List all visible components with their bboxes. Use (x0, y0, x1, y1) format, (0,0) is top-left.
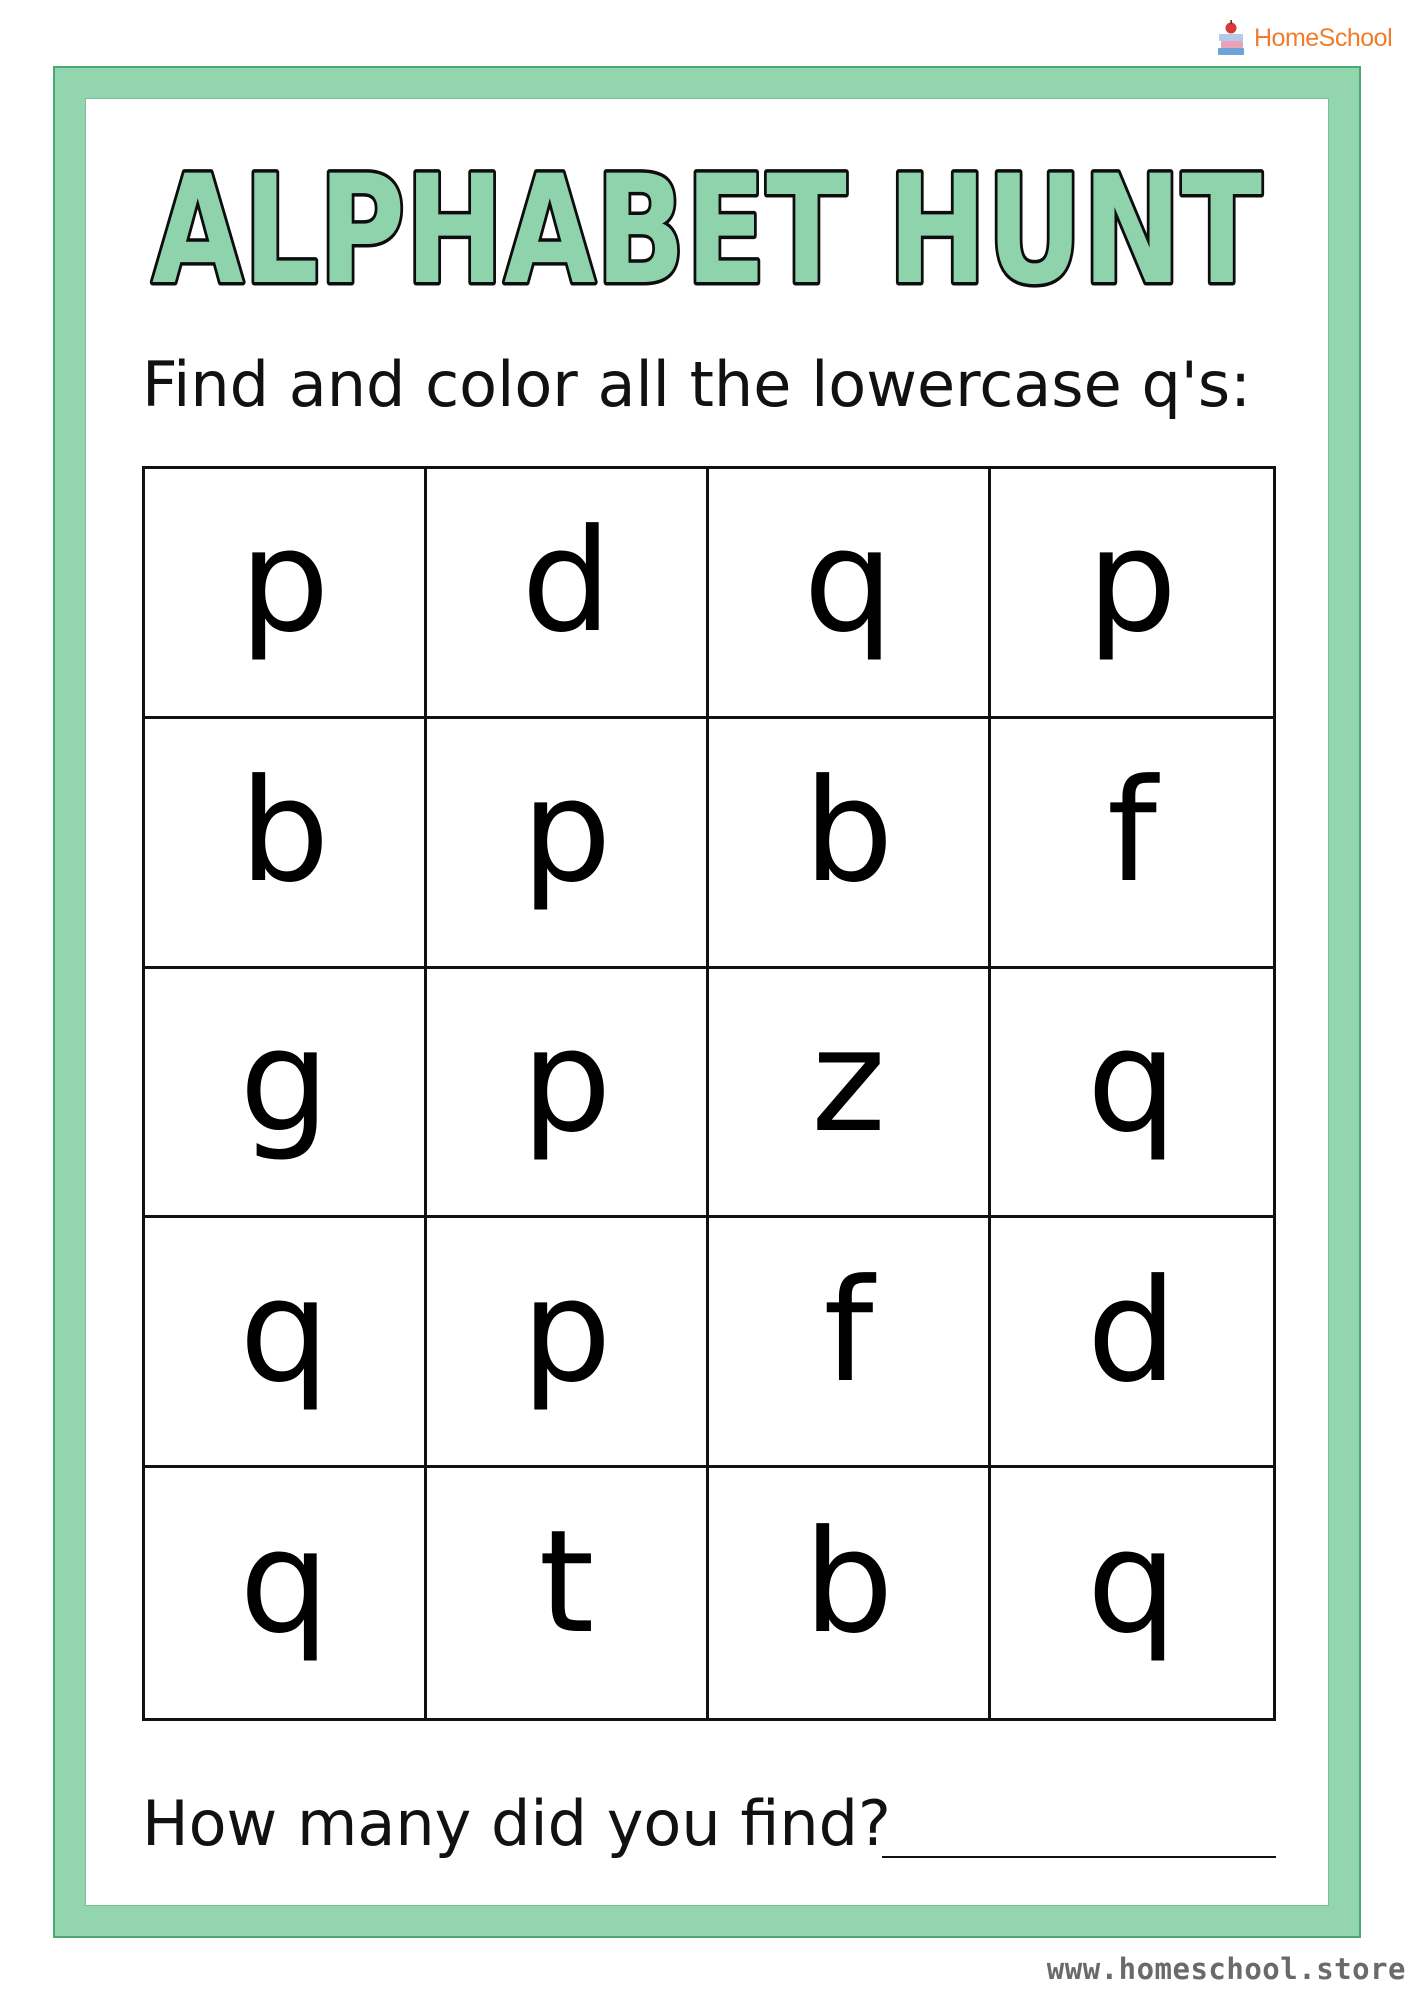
letter-cell[interactable] (709, 969, 991, 1219)
website-footer: www.homeschool.store (1046, 1952, 1406, 1986)
letter-cell[interactable] (991, 969, 1273, 1219)
letter: f (823, 1248, 874, 1414)
letter: q (1086, 998, 1178, 1164)
letter: t (538, 1500, 595, 1666)
letter-cell[interactable] (427, 469, 709, 719)
homeschool-logo (1212, 18, 1408, 58)
letter: q (803, 499, 894, 665)
logo-text: HomeSchool (1254, 23, 1393, 52)
letter-cell[interactable] (709, 1218, 991, 1468)
books-apple-icon (1212, 18, 1252, 58)
letter-cell[interactable] (991, 1218, 1273, 1468)
letter: d (521, 499, 612, 665)
letter: p (239, 499, 330, 665)
title-text: ALPHABET HUNT (152, 144, 1262, 312)
letter-cell[interactable] (145, 719, 427, 969)
letter: p (521, 998, 612, 1164)
letter: z (811, 998, 886, 1164)
letter-cell[interactable] (427, 969, 709, 1219)
letter-cell[interactable] (427, 1468, 709, 1718)
letter: b (239, 749, 330, 915)
letter-cell[interactable] (991, 719, 1273, 969)
letter-cell[interactable] (145, 1468, 427, 1718)
letter: d (1086, 1248, 1178, 1414)
letter: q (239, 1248, 330, 1414)
letter-cell[interactable] (145, 469, 427, 719)
letter: q (1086, 1500, 1178, 1666)
letter-cell[interactable] (427, 1218, 709, 1468)
letter-cell[interactable] (427, 719, 709, 969)
letter-cell[interactable] (709, 719, 991, 969)
letter: b (803, 749, 894, 915)
letter: b (803, 1500, 894, 1666)
letter-cell[interactable] (145, 969, 427, 1219)
letter-cell[interactable] (709, 469, 991, 719)
letter-cell[interactable] (991, 469, 1273, 719)
worksheet-title (0, 142, 1414, 312)
letter-grid (142, 466, 1276, 1721)
letter: f (1107, 749, 1157, 915)
letter: p (521, 749, 612, 915)
letter: p (521, 1248, 612, 1414)
answer-line[interactable] (882, 1856, 1276, 1858)
letter-cell[interactable] (145, 1218, 427, 1468)
letter-cell[interactable] (991, 1468, 1273, 1718)
instruction-text: Find and color all the lowercase q's: (142, 348, 1252, 421)
count-question: How many did you find? (142, 1787, 891, 1860)
letter: p (1086, 499, 1178, 665)
letter: g (239, 998, 330, 1164)
letter: q (239, 1500, 330, 1666)
letter-cell[interactable] (709, 1468, 991, 1718)
